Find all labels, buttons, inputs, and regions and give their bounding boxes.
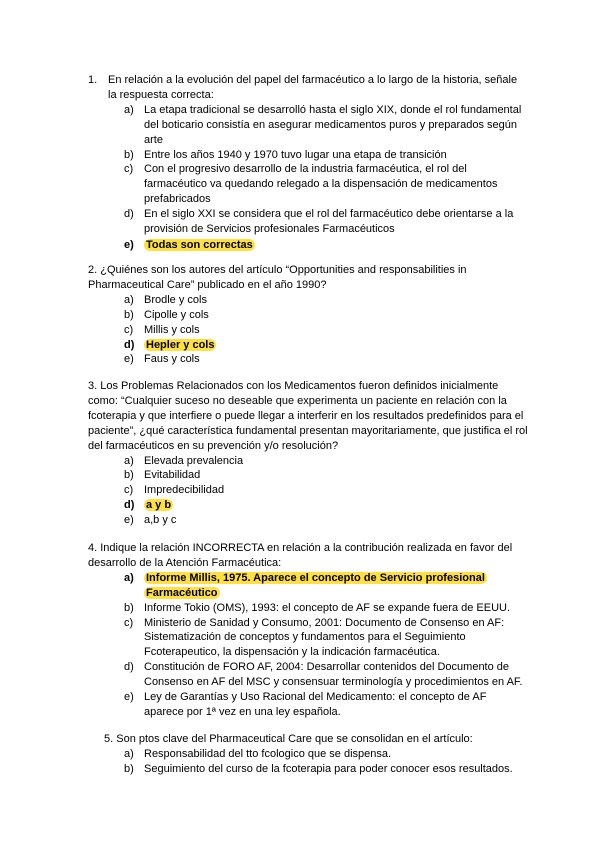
question-stem: [88, 541, 528, 571]
question-stem: [88, 379, 528, 454]
option-c[interactable]: [124, 323, 528, 338]
option-letter: a): [124, 103, 134, 116]
question-text: Son ptos clave del Pharmaceutical Care que se consolidan en el artículo:: [116, 733, 473, 745]
option-b[interactable]: [124, 468, 528, 483]
option-text: a,b y c: [144, 514, 177, 527]
option-letter: c): [124, 484, 134, 497]
option-e-correct[interactable]: [124, 238, 528, 253]
question-text: ¿Quiénes son los autores del artículo “Opportunities and responsabilities in Pharmaceutical Care” publicado en el año 1990?: [88, 264, 467, 291]
option-text: Ministerio de Sanidad y Consumo, 2001: Documento de Consenso en AF: Sistematización de conceptos y fundamentos para el Seguimiento Fcoterapeutico, la dispensación y la indicación farmacéutica.: [144, 616, 505, 659]
option-c[interactable]: [124, 483, 528, 498]
option-text: Entre los años 1940 y 1970 tuvo lugar una etapa de transición: [144, 148, 447, 161]
option-text: Ley de Garantías y Uso Racional del Medicamento: el concepto de AF aparece por 1ª vez en una ley española.: [144, 691, 487, 718]
option-letter: c): [124, 616, 134, 629]
question-1: [88, 73, 528, 253]
option-d[interactable]: [124, 660, 528, 690]
option-letter: e): [124, 514, 134, 527]
option-d-correct[interactable]: [124, 498, 528, 513]
option-d-correct[interactable]: [124, 338, 528, 353]
option-letter: b): [124, 469, 134, 482]
option-letter: c): [124, 323, 134, 336]
option-text: Seguimiento del curso de la fcoterapia para poder conocer esos resultados.: [144, 762, 513, 775]
option-b[interactable]: [124, 601, 528, 616]
option-list: [124, 571, 528, 720]
correct-answer-highlight: Hepler y cols: [146, 338, 215, 351]
option-letter: b): [124, 308, 134, 321]
option-letter: a): [124, 571, 134, 584]
question-3: [88, 379, 528, 528]
option-text: Elevada prevalencia: [144, 454, 244, 467]
question-text: En relación a la evolución del papel del farmacéutico a lo largo de la historia, señale la respuesta correcta:: [108, 74, 518, 101]
option-text: Faus y cols: [144, 353, 200, 366]
correct-answer-highlight: Todas son correctas: [146, 238, 253, 251]
option-letter: a): [124, 454, 134, 467]
option-text: Con el progresivo desarrollo de la industria farmacéutica, el rol del farmacéutico va quedando relegado a la dispensación de medicamentos prefabricados: [144, 163, 498, 206]
option-a[interactable]: [124, 747, 534, 762]
option-letter: a): [124, 747, 134, 760]
option-b[interactable]: [124, 308, 528, 323]
option-letter: b): [124, 601, 134, 614]
option-b[interactable]: [124, 148, 528, 163]
option-letter: e): [124, 353, 134, 366]
question-5: [104, 732, 534, 777]
option-letter: d): [124, 338, 135, 351]
option-d[interactable]: [124, 207, 528, 237]
option-e[interactable]: [124, 690, 528, 720]
option-text: Evitabilidad: [144, 469, 201, 482]
question-stem: [88, 73, 528, 103]
question-stem: [104, 732, 534, 747]
question-text: Indique la relación INCORRECTA en relación a la contribución realizada en favor del desarrollo de la Atención Farmacéutica:: [88, 542, 513, 569]
option-list: [124, 454, 528, 529]
option-list: [124, 747, 534, 777]
option-letter: d): [124, 208, 134, 221]
option-text: Constitución de FORO AF, 2004: Desarrollar contenidos del Documento de Consenso en AF del MSC y consensuar terminología y procedimientos en AF.: [144, 661, 523, 689]
question-number: 5.: [104, 733, 114, 745]
option-text: En el siglo XXI se considera que el rol del farmacéutico debe orientarse a la provisión de Servicios profesionales Farmacéuticos: [144, 208, 514, 236]
option-c[interactable]: [124, 616, 528, 661]
option-letter: e): [124, 238, 134, 251]
option-c[interactable]: [124, 162, 528, 207]
question-2: [88, 263, 528, 367]
option-b[interactable]: [124, 762, 534, 777]
option-e[interactable]: [124, 352, 528, 367]
option-letter: b): [124, 148, 134, 161]
correct-answer-highlight: a y b: [146, 499, 172, 512]
question-number: 2.: [88, 264, 98, 276]
option-letter: d): [124, 661, 134, 674]
option-text: La etapa tradicional se desarrolló hasta el siglo XIX, donde el rol fundamental del boticario consistía en asegurar medicamentos puros y preparados según arte: [144, 103, 522, 146]
question-stem: [88, 263, 528, 293]
option-list: [124, 103, 528, 253]
option-text: Impredecibilidad: [144, 484, 225, 497]
option-e[interactable]: [124, 513, 528, 528]
option-text: Cipolle y cols: [144, 308, 209, 321]
option-letter: d): [124, 499, 135, 512]
option-letter: b): [124, 762, 134, 775]
option-letter: a): [124, 293, 134, 306]
question-text: Los Problemas Relacionados con los Medicamentos fueron definidos inicialmente como: “Cualquier suceso no deseable que experimenta un paciente en relación con la fcoterapia y que interfiere o puede llegar a interferir en los resultados predefinidos para el paciente”, ¿qué característica fundamental presentan mayoritariamente, que justifica el rol del farmacéuticos en su prevención y/o resolución?: [88, 380, 528, 452]
option-a[interactable]: [124, 454, 528, 469]
question-number: 1.: [88, 74, 98, 86]
option-text: Responsabilidad del tto fcologico que se dispensa.: [144, 747, 392, 760]
question-number: 3.: [88, 380, 98, 392]
question-4: [88, 541, 528, 720]
option-a-correct[interactable]: [124, 571, 528, 601]
correct-answer-highlight: Informe Millis, 1975. Aparece el concepto de Servicio profesional Farmacéutico: [146, 571, 485, 599]
option-letter: c): [124, 163, 134, 176]
option-list: [124, 293, 528, 368]
option-letter: e): [124, 691, 134, 704]
question-number: 4.: [88, 542, 98, 554]
option-text: Brodle y cols: [144, 293, 207, 306]
option-a[interactable]: [124, 293, 528, 308]
option-text: Informe Tokio (OMS), 1993: el concepto de AF se expande fuera de EEUU.: [144, 601, 511, 614]
option-text: Millis y cols: [144, 323, 200, 336]
option-a[interactable]: [124, 103, 528, 148]
